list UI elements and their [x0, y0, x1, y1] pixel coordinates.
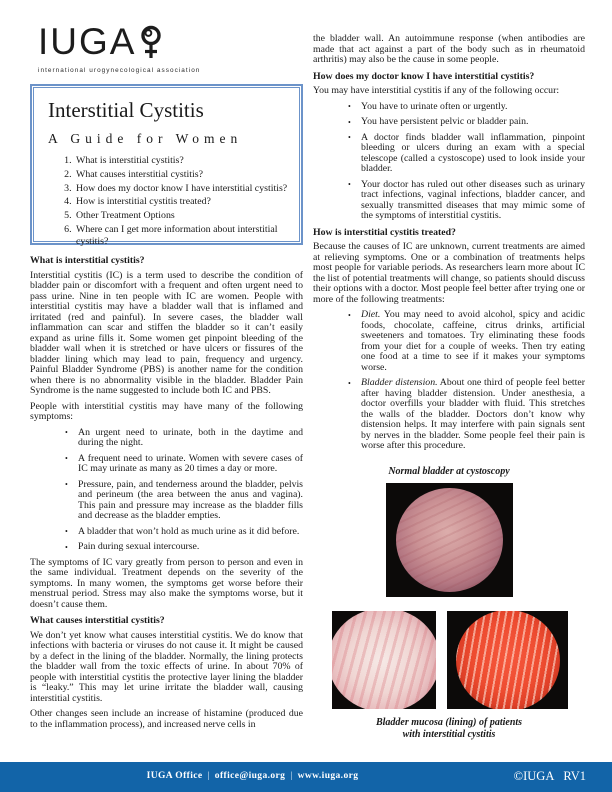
- right-column: [313, 30, 585, 740]
- ic-bladder-image-left: [332, 611, 436, 709]
- figure2-caption-line1: Bladder mucosa (lining) of patients: [375, 717, 523, 728]
- figure2-caption: [313, 717, 585, 740]
- document-subtitle: A Guide for Women: [48, 131, 243, 146]
- list-item: • A doctor finds bladder wall inflammation, pinpoint bleeding or ulcers during an exam with a special telescope (called a cystoscope) used to look inside your bladder.: [348, 133, 585, 175]
- copyright-text: ©IUGA: [513, 769, 555, 783]
- toc-item: 3. How does my doctor know I have interstitial cystitis?: [74, 183, 289, 195]
- list-item: • A frequent need to urinate. Women with severe cases of IC may urinate as many as 20 times a day or more.: [65, 454, 303, 475]
- section-heading-what-causes: What causes interstitial cystitis?: [30, 615, 165, 626]
- list-item: • A bladder that won’t hold as much urine as it did before.: [65, 527, 303, 538]
- footer-contact: [0, 771, 505, 781]
- iuga-logo: [38, 21, 218, 74]
- title-box: [30, 84, 303, 248]
- logo-tagline: international urogynecological association: [38, 67, 201, 74]
- list-item: • You have persistent pelvic or bladder pain.: [348, 117, 585, 128]
- section-heading-what-is: What is interstitial cystitis?: [30, 255, 145, 266]
- toc-list: [48, 155, 289, 248]
- bladder-orb: [456, 611, 560, 709]
- treatment-lead: Diet.: [361, 309, 381, 320]
- paragraph: Because the causes of IC are unknown, current treatments are aimed at relieving symptoms. One or a combination of treatments helps most people for variable periods. As researchers learn more about IC the list of potential treatments will change, so patients should discuss their options with a doctor. Most people feel better after trying one or more of the following treatments:: [313, 241, 585, 305]
- footer-website-link[interactable]: www.iuga.org: [297, 771, 359, 781]
- footer-office-label: IUGA Office: [146, 771, 203, 781]
- list-item: • Your doctor has ruled out other diseases such as urinary tract infections, vaginal infections, bladder cancer, and sexually transmitted diseases that may mimic some of the symptoms of interstitial cystitis.: [348, 180, 585, 222]
- revision-text: RV1: [563, 769, 586, 783]
- normal-bladder-image: [386, 483, 513, 597]
- symptoms-list: [30, 428, 303, 553]
- female-symbol-icon: [138, 25, 164, 66]
- list-item: • Pain during sexual intercourse.: [65, 542, 303, 553]
- list-item: • You have to urinate often or urgently.: [348, 102, 585, 113]
- title-box-inner: [33, 87, 300, 248]
- treatment-text: You may need to avoid alcohol, spicy and acidic foods, chocolate, caffeine, citrus drinks, artificial sweeteners and tomatoes. Try eliminating these foods from your diet for a couple of weeks. Then try eating one food at a time to see if it makes your symptoms worse.: [361, 309, 585, 373]
- paragraph: the bladder wall. An autoimmune response (when antibodies are made that act against a part of the body such as in rheumatoid arthritis) may also be the cause in some people.: [313, 33, 585, 65]
- paragraph: People with interstitial cystitis may have many of the following symptoms:: [30, 400, 303, 422]
- footer-separator: |: [290, 771, 293, 781]
- paragraph: We don’t yet know what causes interstitial cystitis. We do know that infections with bacteria or viruses do not cause it. It might be caused by a defect in the lining of the bladder. Normally, the lining protects the bladder wall from the toxic effects of urine. In about 70% of people with interstitial cystitis the protective layer lining the bladder is “leaky.” This may let urine irritate the bladder wall, causing interstitial cystitis.: [30, 629, 303, 704]
- treatment-item: [348, 378, 585, 452]
- treatment-text: About one third of people feel better after having bladder distension. Under anesthesia, a doctor overfills your bladder with fluid. This stretches the walls of the bladder. Doctors don’t know why distension helps. It may interfere with pain signals sent by nerves in the bladder. Some people feel their pain is worse after this procedure.: [361, 377, 585, 451]
- toc-item: 1. What is interstitial cystitis?: [74, 155, 289, 167]
- paragraph: Interstitial cystitis (IC) is a term used to describe the condition of bladder pain or discomfort with a frequent and often urgent need to pass urine. Nine in ten people with IC are women. People with interstitial cystitis may have a bladder wall that is inflamed and irritated (red and painful). In severe cases, the bladder wall inflammation can scar and stiffen the bladder so it can’t easily expand as urine fills it. Some women get pinpoint bleeding of the bladder wall when it is stretched or have ulcers or fissures of the bladder lining which may lead to pain, frequency and urgency. Painful Bladder Syndrome (PBS) is another name for the condition when there is no abnormality visible in the bladder. Bladder Pain Syndrome is the name suggested to include both IC and PBS.: [30, 269, 303, 396]
- figure1-caption: Normal bladder at cystoscopy: [388, 465, 510, 477]
- section-heading-treated: How is interstitial cystitis treated?: [313, 226, 456, 238]
- diagnosis-list: [313, 102, 585, 222]
- footer-copyright: [514, 769, 586, 784]
- treatment-lead: Bladder distension.: [361, 377, 438, 388]
- toc-item: 2. What causes interstitial cystitis?: [74, 169, 289, 181]
- toc-item: 4. How is interstitial cystitis treated?: [74, 196, 289, 208]
- toc-item: 5. Other Treatment Options: [74, 210, 289, 222]
- ic-bladder-image-right: [447, 611, 568, 709]
- bladder-orb: [396, 488, 503, 592]
- document-title: Interstitial Cystitis: [48, 98, 204, 122]
- section-heading-doctor-know: How does my doctor know I have interstitial cystitis?: [313, 70, 535, 82]
- paragraph: You may have interstitial cystitis if any of the following occur:: [313, 85, 560, 96]
- paragraph: Other changes seen include an increase of histamine (produced due to the inflammation process), and increased nerve cells in: [30, 708, 303, 730]
- figure2-row: [332, 611, 568, 709]
- footer-bar: [0, 762, 612, 792]
- treatments-list: [313, 310, 585, 452]
- footer-separator: |: [207, 771, 210, 781]
- paragraph: The symptoms of IC vary greatly from person to person and even in the same individual. Treatment depends on the severity of the symptoms. In many women, the symptoms get worse before their menstrual period. Stress may also make the symptoms worse, but it doesn’t cause them.: [30, 556, 303, 610]
- logo-wordmark: IUGA: [38, 21, 137, 62]
- toc-item: 6. Where can I get more information about interstitial cystitis?: [74, 224, 289, 248]
- list-item: • An urgent need to urinate, both in the daytime and during the night.: [65, 428, 303, 449]
- treatment-item: [348, 310, 585, 373]
- footer-email-link[interactable]: office@iuga.org: [214, 771, 286, 781]
- figure2-caption-line2: with interstitial cystitis: [402, 728, 496, 740]
- bladder-orb: [332, 611, 436, 709]
- list-item: • Pressure, pain, and tenderness around the bladder, pelvis and perineum (the area between the anus and vagina). This pain and pressure may increase as the bladder fills and decrease as the bladder empties.: [65, 480, 303, 522]
- left-column: [30, 250, 303, 735]
